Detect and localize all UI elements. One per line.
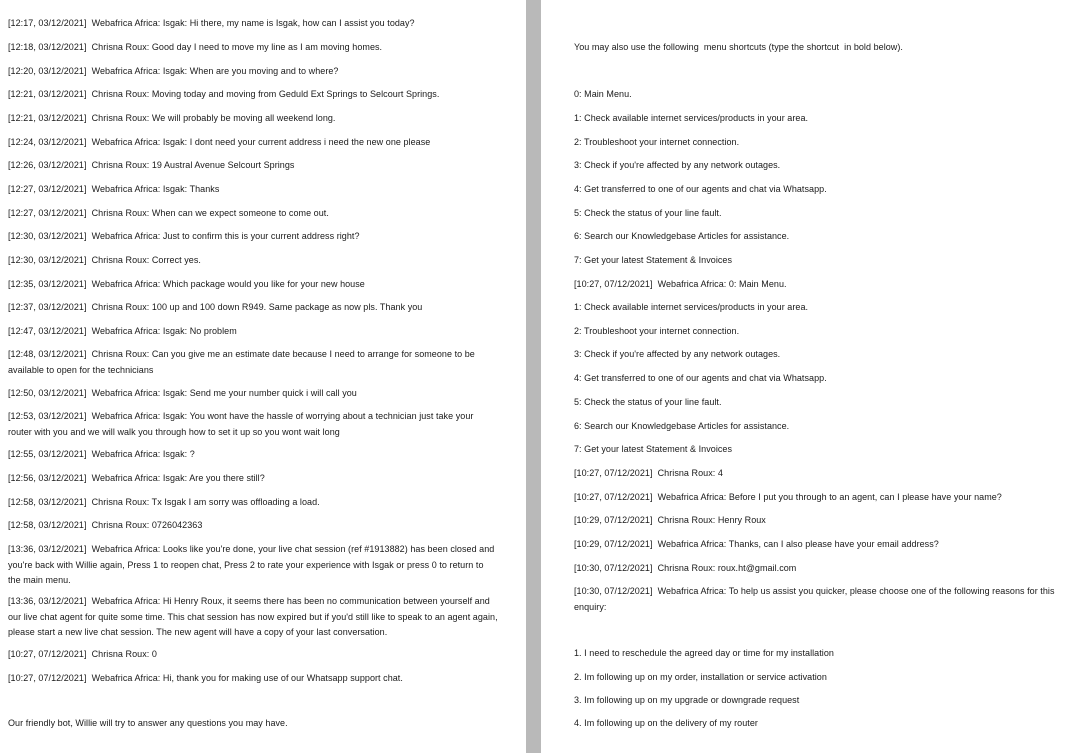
paragraph: 6: Search our Knowledgebase Articles for assistance.: [574, 421, 790, 431]
paragraph: [12:27, 03/12/2021] Chrisna Roux: When can we expect someone to come out.: [8, 208, 329, 218]
paragraph: [12:21, 03/12/2021] Chrisna Roux: Moving today and moving from Geduld Ext Springs to Selcourt Springs.: [8, 89, 440, 99]
paragraph: [12:48, 03/12/2021] Chrisna Roux: Can you give me an estimate date because I need to arrange for someone to be available to open for the technicians: [8, 349, 478, 375]
paragraph: [12:58, 03/12/2021] Chrisna Roux: Tx Isgak I am sorry was offloading a load.: [8, 497, 320, 507]
paragraph: [10:30, 07/12/2021] Chrisna Roux: roux.ht@gmail.com: [574, 563, 797, 573]
paragraph: [10:27, 07/12/2021] Chrisna Roux: 4: [574, 468, 723, 478]
paragraph: [10:27, 07/12/2021] Webafrica Africa: 0: Main Menu.: [574, 279, 787, 289]
paragraph: [10:29, 07/12/2021] Webafrica Africa: Thanks, can I also please have your email address?: [574, 539, 939, 549]
paragraph: 5: Check the status of your line fault.: [574, 208, 722, 218]
paragraph: 7: Get your latest Statement & Invoices: [574, 444, 733, 454]
paragraph: [13:36, 03/12/2021] Webafrica Africa: Looks like you're done, your live chat session (ref #1913882) has been closed and you're back with Willie again, Press 1 to reopen chat, Press 2 to rate your experience with Isgak or press 0 to return to the main menu.: [8, 544, 497, 585]
paragraph: [10:30, 07/12/2021] Webafrica Africa: To help us assist you quicker, please choose one of the following reasons for this enquiry:: [574, 586, 1058, 612]
paragraph: [12:37, 03/12/2021] Chrisna Roux: 100 up and 100 down R949. Same package as now pls. Thank you: [8, 302, 423, 312]
paragraph: [12:35, 03/12/2021] Webafrica Africa: Which package would you like for your new house: [8, 279, 365, 289]
paragraph: 4: Get transferred to one of our agents and chat via Whatsapp.: [574, 373, 827, 383]
paragraph: 5: Check the status of your line fault.: [574, 397, 722, 407]
paragraph: 2: Troubleshoot your internet connection.: [574, 326, 740, 336]
paragraph: [12:50, 03/12/2021] Webafrica Africa: Isgak: Send me your number quick i will call you: [8, 388, 357, 398]
paragraph: 1: Check available internet services/products in your area.: [574, 113, 809, 123]
paragraph: 3: Check if you're affected by any network outages.: [574, 160, 781, 170]
paragraph: 2: Troubleshoot your internet connection.: [574, 137, 740, 147]
paragraph: [10:29, 07/12/2021] Chrisna Roux: Henry Roux: [574, 515, 766, 525]
paragraph: 0: Main Menu.: [574, 89, 632, 99]
document-page-left: [0, 0, 526, 753]
paragraph: [12:30, 03/12/2021] Webafrica Africa: Just to confirm this is your current address right?: [8, 231, 360, 241]
paragraph: [12:53, 03/12/2021] Webafrica Africa: Isgak: You wont have the hassle of worrying about a technician just take your router with you and we will walk you through how to set it up so you wont wait long: [8, 411, 476, 437]
paragraph: [12:55, 03/12/2021] Webafrica Africa: Isgak: ?: [8, 449, 195, 459]
paragraph: You may also use the following menu shortcuts (type the shortcut in bold below).: [574, 42, 903, 52]
paragraph: [13:36, 03/12/2021] Webafrica Africa: Hi Henry Roux, it seems there has been no communication between yourself and our live chat agent for quite some time. This chat session has now expired but if you'd still like to speak to an agent again, please start a new live chat session. The new agent will have a copy of your last conversation.: [8, 596, 501, 637]
paragraph: 4: Get transferred to one of our agents and chat via Whatsapp.: [574, 184, 827, 194]
paragraph: [12:58, 03/12/2021] Chrisna Roux: 0726042363: [8, 520, 203, 530]
paragraph: [12:56, 03/12/2021] Webafrica Africa: Isgak: Are you there still?: [8, 473, 265, 483]
paragraph: 1. I need to reschedule the agreed day or time for my installation: [574, 648, 834, 658]
paragraph: Our friendly bot, Willie will try to answer any questions you may have.: [8, 718, 288, 728]
paragraph: 3: Check if you're affected by any network outages.: [574, 349, 781, 359]
paragraph: [12:21, 03/12/2021] Chrisna Roux: We will probably be moving all weekend long.: [8, 113, 336, 123]
paragraph: 4. Im following up on the delivery of my router: [574, 718, 758, 728]
paragraph: [12:24, 03/12/2021] Webafrica Africa: Isgak: I dont need your current address i need the new one please: [8, 137, 431, 147]
paragraph: [12:18, 03/12/2021] Chrisna Roux: Good day I need to move my line as I am moving homes.: [8, 42, 383, 52]
document-page-right: [541, 0, 1082, 753]
paragraph: [12:27, 03/12/2021] Webafrica Africa: Isgak: Thanks: [8, 184, 220, 194]
page-gutter: [526, 0, 541, 753]
paragraph: 7: Get your latest Statement & Invoices: [574, 255, 733, 265]
paragraph: 3. Im following up on my upgrade or downgrade request: [574, 695, 800, 705]
paragraph: 1: Check available internet services/products in your area.: [574, 302, 809, 312]
paragraph: [10:27, 07/12/2021] Chrisna Roux: 0: [8, 649, 157, 659]
paragraph: 6: Search our Knowledgebase Articles for assistance.: [574, 231, 790, 241]
paragraph: 2. Im following up on my order, installation or service activation: [574, 672, 827, 682]
paragraph: [12:47, 03/12/2021] Webafrica Africa: Isgak: No problem: [8, 326, 237, 336]
paragraph: [12:26, 03/12/2021] Chrisna Roux: 19 Austral Avenue Selcourt Springs: [8, 160, 295, 170]
paragraph: [12:17, 03/12/2021] Webafrica Africa: Isgak: Hi there, my name is Isgak, how can I assist you today?: [8, 18, 415, 28]
paragraph: [12:20, 03/12/2021] Webafrica Africa: Isgak: When are you moving and to where?: [8, 66, 339, 76]
paragraph: [10:27, 07/12/2021] Webafrica Africa: Hi, thank you for making use of our Whatsapp support chat.: [8, 673, 403, 683]
paragraph: [10:27, 07/12/2021] Webafrica Africa: Before I put you through to an agent, can I please have your name?: [574, 492, 1002, 502]
paragraph: [12:30, 03/12/2021] Chrisna Roux: Correct yes.: [8, 255, 201, 265]
